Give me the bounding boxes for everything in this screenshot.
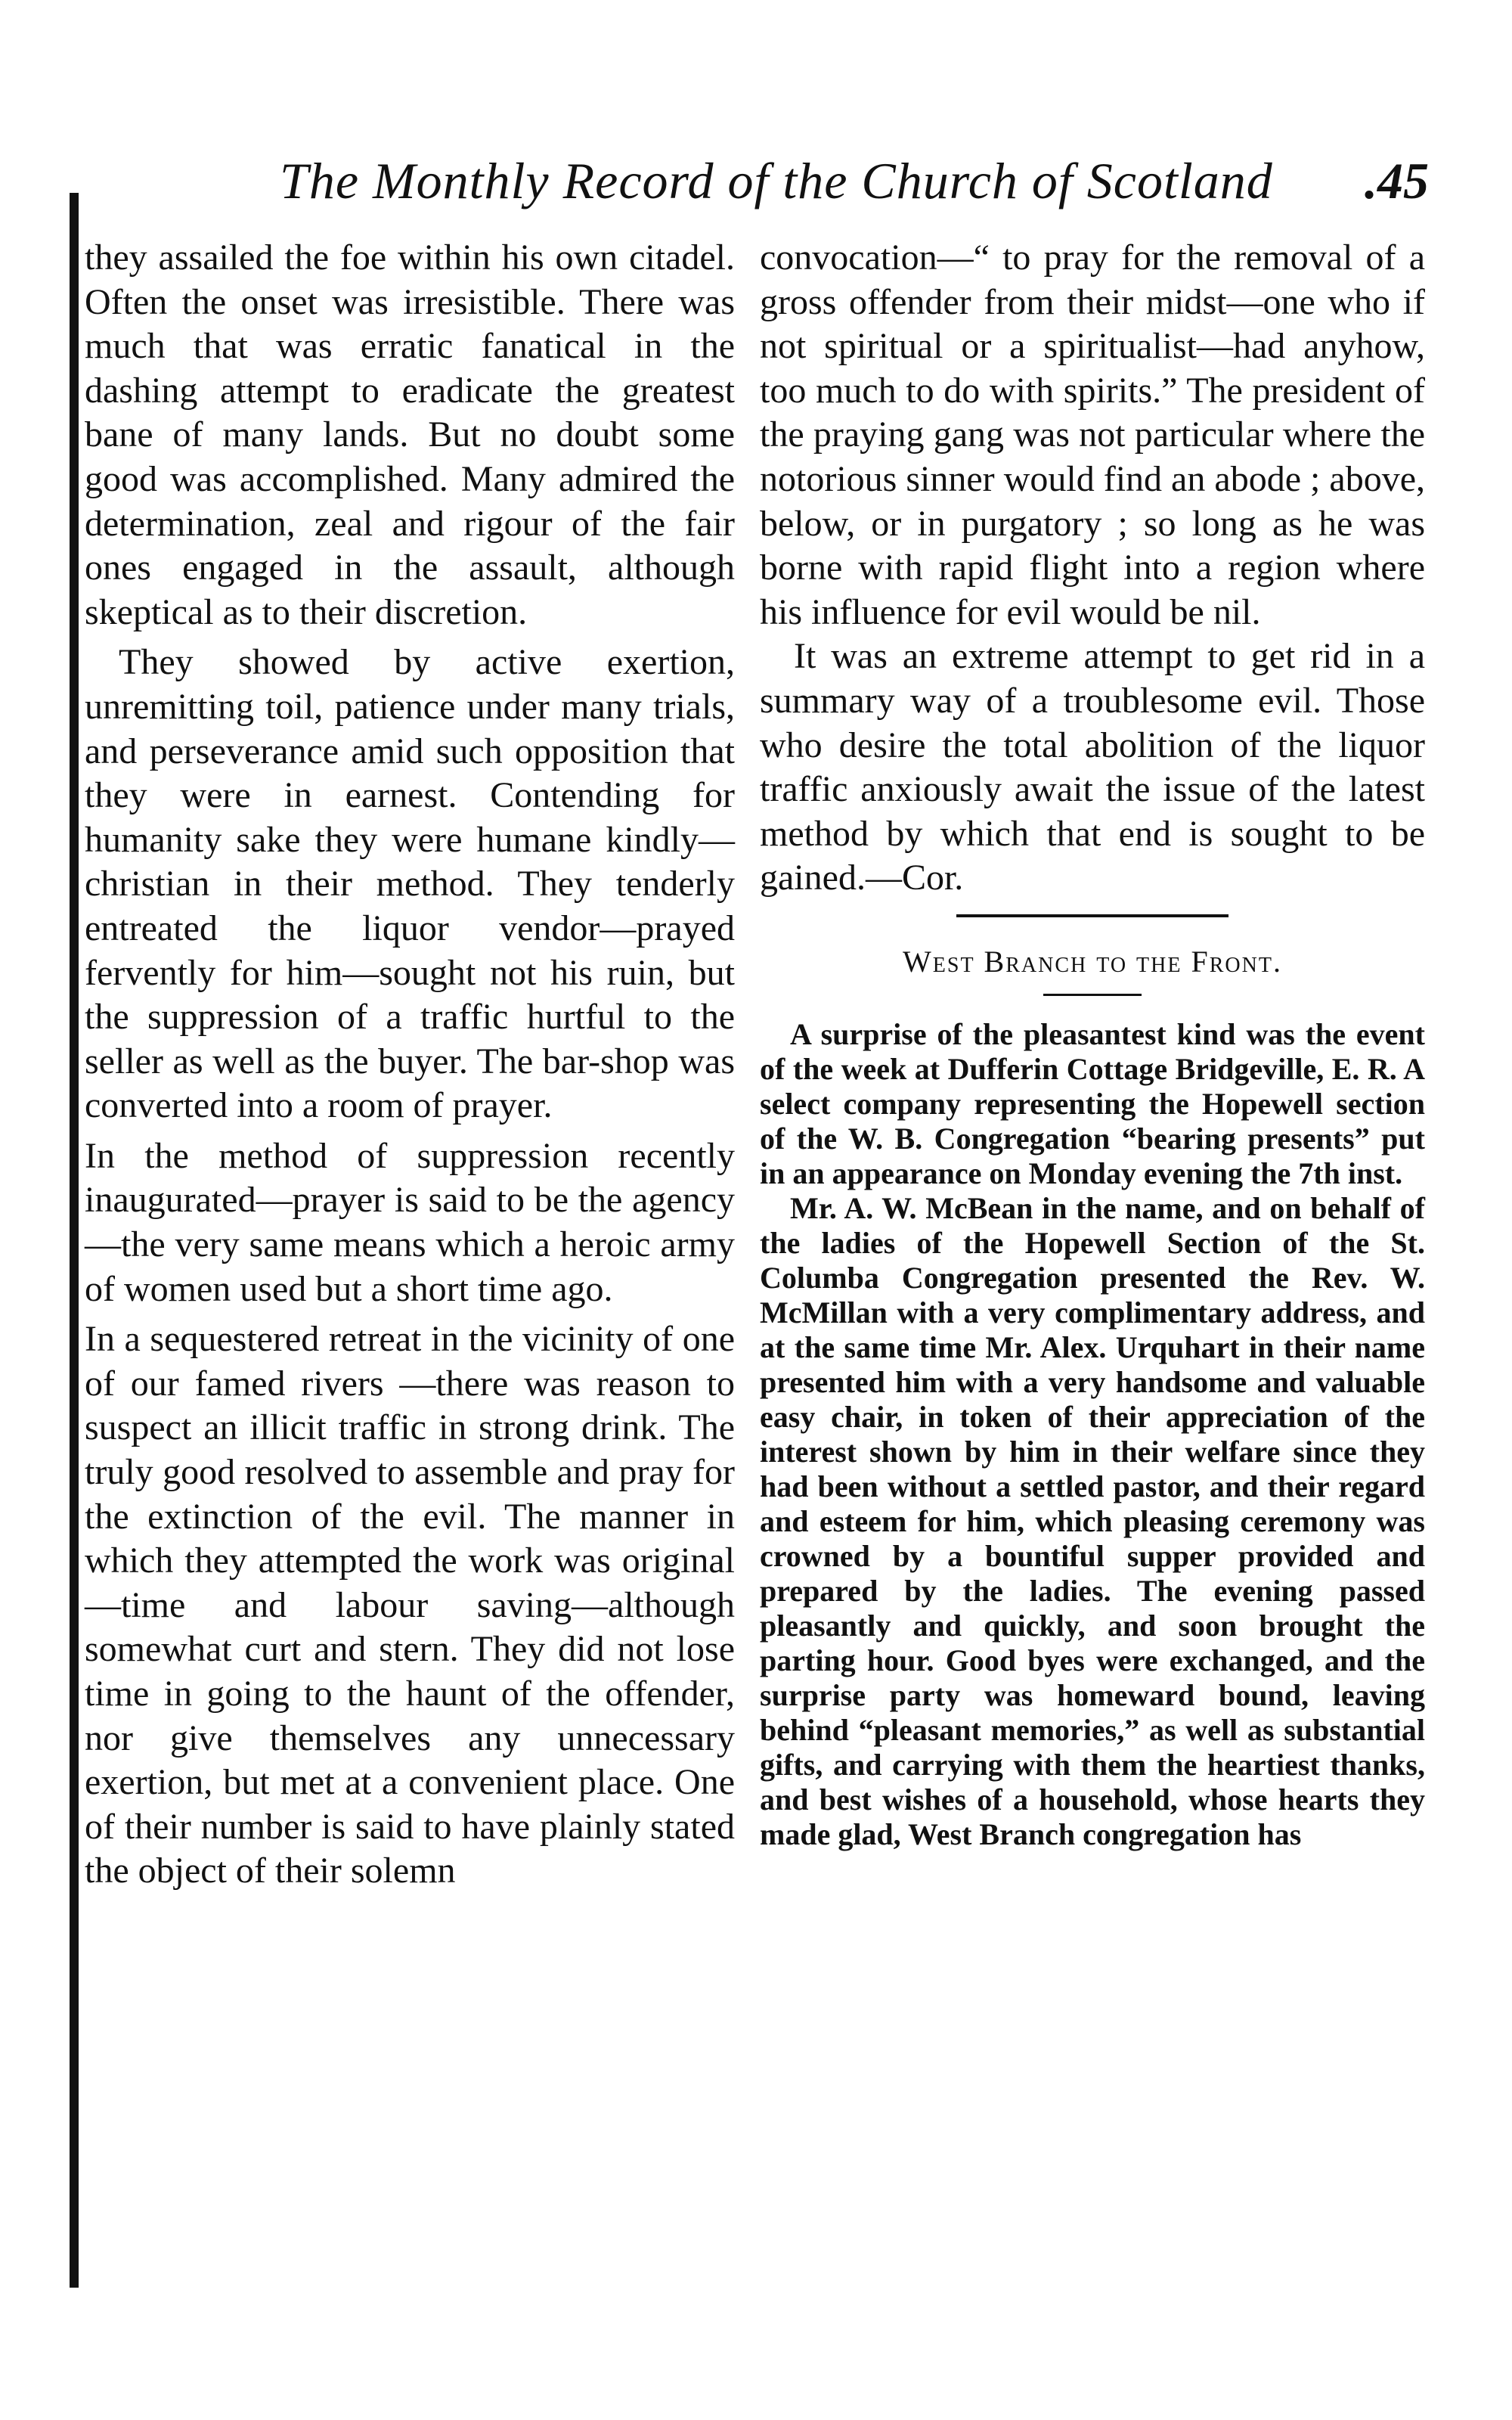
section-divider <box>956 914 1228 917</box>
news-item <box>760 1017 1425 1852</box>
page-number: .45 <box>1365 152 1429 209</box>
news-paragraph: Mr. A. W. McBean in the name, and on behalf of the ladies of the Hopewell Section of the St. Columba Congregation presented the Rev. W. McMillan with a very complimentary address, and at the same time Mr. Alex. Urquhart in their name presented him with a very handsome and valuable easy chair, in token of their appreciation of the interest shown by him in their welfare since they had been without a settled pastor, and their regard and esteem for him, which pleasing ceremony was crowned by a bountiful supper provided and prepared by the ladies. The evening passed pleasantly and quickly, and soon brought the parting hour. Good byes were exchanged, and the surprise party was homeward bound, leaving behind “pleasant memories,” as well as substantial gifts, and carrying with them the heartiest thanks, and best wishes of a household, whose hearts they made glad, West Branch congregation has <box>760 1190 1425 1851</box>
right-paragraph: convocation—“ to pray for the removal of a gross offender from their midst—one who if not spiritual or a spiritualist—had anyhow, too much to do with spirits.” The president of the praying gang was not particular where the notorious sinner would find an abode ; above, below, or in purgatory ; so long as he was borne with rapid flight into a region where his influence for evil would be nil. <box>760 237 1425 632</box>
left-paragraph: In the method of suppression recently inaugurated—prayer is said to be the agency—the very same means which a heroic army of women used but a short time ago. <box>85 1135 735 1309</box>
running-header <box>265 151 1429 219</box>
left-paragraph: they assailed the foe within his own citadel. Often the onset was irresistible. There was much that was erratic fanatical in the dashing attempt to eradicate the greatest bane of many lands. But no doubt some good was accomplished. Many admired the determination, zeal and rigour of the fair ones engaged in the assault, although skeptical as to their discretion. <box>85 237 735 632</box>
section-heading: West Branch to the Front. <box>903 944 1282 979</box>
right-paragraph: It was an extreme attempt to get rid in a summary way of a troublesome evil. Those who desire the total abolition of the liquor traffic anxiously await the issue of the latest method by which that end is sought to be gained.—Cor. <box>760 636 1425 898</box>
journal-title: The Monthly Record of the Church of Scotland <box>280 152 1273 209</box>
left-paragraph: In a sequestered retreat in the vicinity of one of our famed rivers —there was reason to suspect an illicit traffic in strong drink. The truly good resolved to assemble and pray for the extinction of the evil. The manner in which they attempted the work was original—time and labour saving—although somewhat curt and stern. They did not lose time in going to the haunt of the offender, nor give themselves any unnecessary exertion, but met at a convenient place. One of their number is said to have plainly stated the object of their solemn <box>85 1319 735 1891</box>
binding-edge <box>70 193 79 2288</box>
right-column <box>760 236 1425 1852</box>
news-paragraph: A surprise of the pleasantest kind was the event of the week at Dufferin Cottage Bridgeville, E. R. A select company representing the Hopewell section of the W. B. Congregation “bearing presents” put in an appearance on Monday evening the 7th inst. <box>760 1016 1425 1190</box>
left-column <box>85 236 735 1894</box>
left-paragraph: They showed by active exertion, unremitting toil, patience under many trials, and perseverance amid such opposition that they were in earnest. Contending for humanity sake they were humane kindly—christian in their method. They tenderly entreated the liquor vendor—prayed fervently for him—sought not his ruin, but the suppression of a traffic hurtful to the seller as well as the buyer. The bar-shop was converted into a room of prayer. <box>85 642 735 1126</box>
heading-underline <box>1043 994 1142 996</box>
